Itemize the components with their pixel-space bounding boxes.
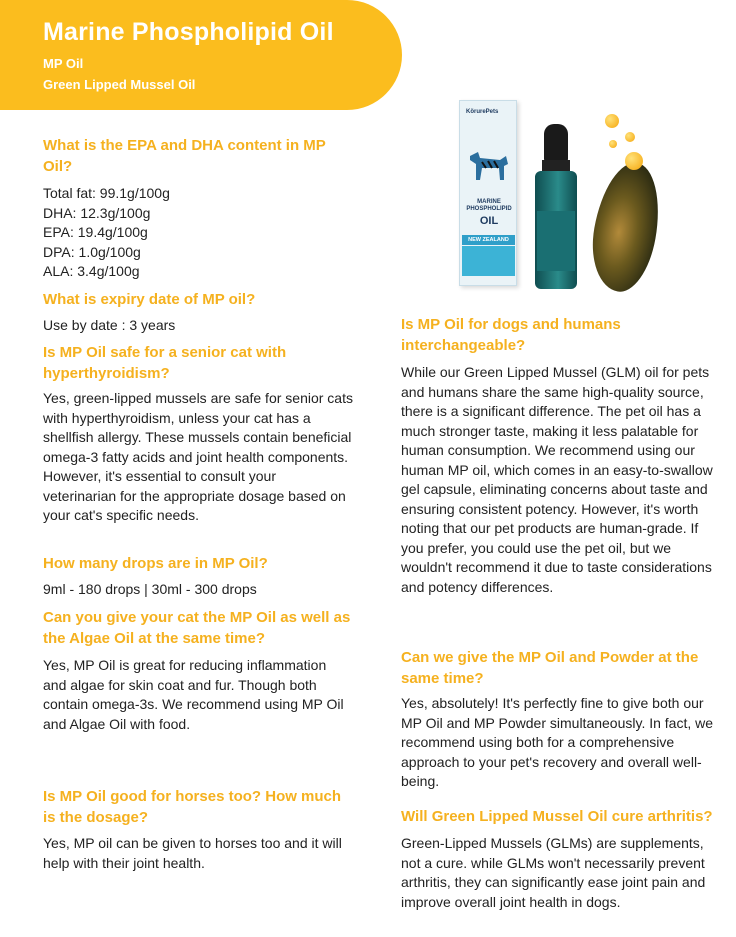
faq-answer: Yes, MP oil can be given to horses too and it will help with their joint health.: [43, 835, 342, 871]
faq-question: Is MP Oil safe for a senior cat with hyperthyroidism?: [43, 344, 287, 382]
product-brand: KörurePets: [466, 109, 499, 115]
product-band: NEW ZEALAND: [462, 235, 515, 245]
oil-drop: [605, 114, 619, 128]
faq-answer: Total fat: 99.1g/100g DHA: 12.3g/100g EPA: 19.4g/100g DPA: 1.0g/100g ALA: 3.4g/100g: [43, 185, 170, 279]
faq-answer: Use by date : 3 years: [43, 317, 176, 333]
faq-answer: While our Green Lipped Mussel (GLM) oil for pets and humans share the same high-quality source, there is a significant difference. The pet oil has a much stronger taste, making it less palatable for human consumption. We recommend using our human MP oil, which comes in an easy-to-swallow gel capsule, eliminating concerns about taste and ensuring consistent potency. However, it's worth noting that our pet products are human-grade. If you prefer, you could use the pet oil, but we wouldn't recommend it due to taste considerations and potency differences.: [401, 364, 713, 595]
faq-answer: Yes, green-lipped mussels are safe for senior cats with hyperthyroidism, unless your cat has a shellfish allergy. These mussels contain beneficial omega-3 fatty acids and joint health components. However, it's essential to consult your veterinarian for the appropriate dosage based on your cat's specific needs.: [43, 390, 353, 523]
faq-answer: Yes, absolutely! It's perfectly fine to give both our MP Oil and MP Powder simultaneously. In fact, we recommend using both for a comprehensive approach to your pet's recovery and overall well-being.: [401, 695, 714, 789]
faq-question: Is MP Oil for dogs and humans interchangeable?: [401, 316, 621, 354]
faq-answer: Yes, MP Oil is great for reducing inflammation and algae for skin coat and fur. Though both contain omega-3s. We recommend using MP Oil and Algae Oil with food.: [43, 657, 344, 732]
faq-question: What is the EPA and DHA content in MP Oil?: [43, 137, 326, 175]
faq-question: Can you give your cat the MP Oil as well as the Algae Oil at the same time?: [43, 609, 351, 647]
dropper-bottle: [535, 124, 577, 289]
faq-answer: 9ml - 180 drops | 30ml - 300 drops: [43, 581, 257, 597]
faq-question: How many drops are in MP Oil?: [43, 555, 268, 572]
oil-drop: [609, 140, 617, 148]
page-subtitle: MP Oil: [43, 56, 84, 71]
oil-drop: [625, 132, 635, 142]
product-line2: OIL: [479, 215, 499, 227]
dog-icon: [466, 146, 512, 184]
title-banner: [0, 0, 402, 110]
faq-question: Can we give the MP Oil and Powder at the same time?: [401, 649, 699, 687]
faq-answer: Green-Lipped Mussels (GLMs) are supplements, not a cure. while GLMs won't necessarily prevent arthritis, they can significantly ease joint pain and improve overall joint health in dogs.: [401, 835, 706, 910]
faq-question: What is expiry date of MP oil?: [43, 291, 256, 308]
page-title: Marine Phospholipid Oil: [43, 18, 334, 46]
bottle-glass: [535, 171, 577, 289]
faq-question: Is MP Oil good for horses too? How much is the dosage?: [43, 788, 342, 826]
bottle-label: [537, 211, 575, 271]
product-box: [459, 100, 517, 286]
faq-question: Will Green Lipped Mussel Oil cure arthritis?: [401, 808, 713, 825]
product-band-lower: [462, 246, 515, 276]
oil-drop: [625, 152, 643, 170]
page-subtitle-secondary: Green Lipped Mussel Oil: [43, 77, 196, 92]
product-image: [455, 100, 667, 295]
bottle-cap: [544, 124, 568, 162]
mussel-shell: [584, 158, 668, 297]
product-line1: MARINE PHOSPHOLIPID: [466, 199, 512, 212]
